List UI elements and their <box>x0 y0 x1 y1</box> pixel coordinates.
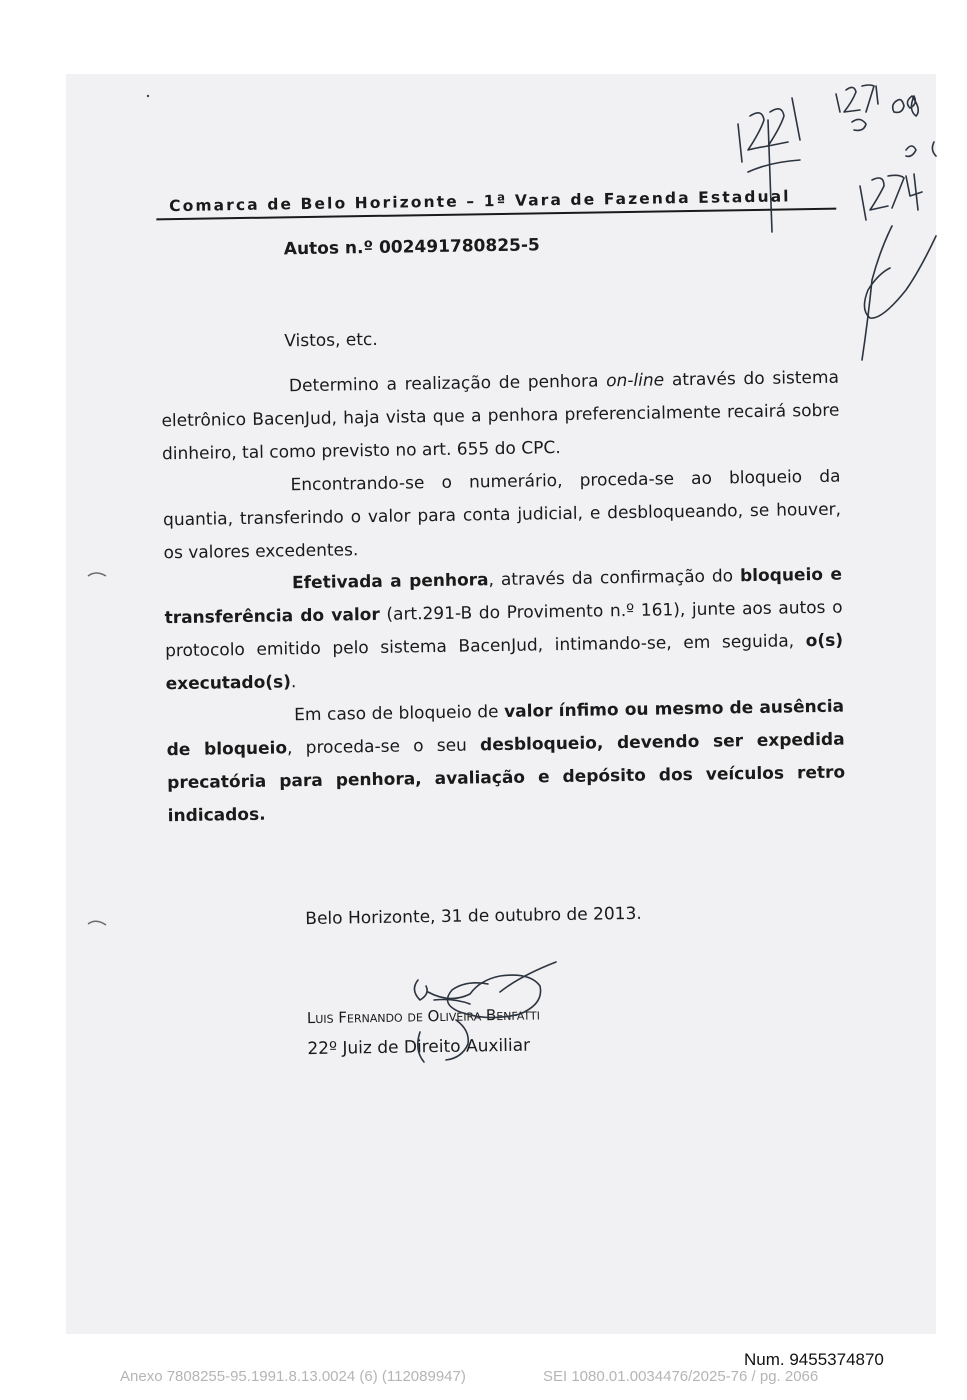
punch-hole-marks <box>66 74 936 1334</box>
paragraph-1: Determino a realização de penhora on-line através do sistema eletrônico BacenJud, haja vista que a penhora preferencialmente recairá sobre dinheiro, tal como previsto no art. 655 do CPC. <box>161 367 840 465</box>
paragraph-4: Em caso de bloqueio de valor ínfimo ou mesmo de ausência de bloqueio, proceda-se o seu desbloqueio, devendo ser expedida precatória para penhora, avaliação e depósito dos veículos retro indicados. <box>166 696 846 827</box>
annex-reference: Anexo 7808255-95.1991.8.13.0024 (6) (112089947) <box>120 1368 466 1385</box>
paragraph-2: Encontrando-se o numerário, proceda-se ao bloqueio da quantia, transferindo o valor para conta judicial, e desbloqueando, se houver, os valores excedentes. <box>162 466 842 564</box>
opening-line: Vistos, etc. <box>284 329 378 352</box>
document-number: Num. 9455374870 <box>744 1350 884 1369</box>
sei-reference: SEI 1080.01.0034476/2025-76 / pg. 2066 <box>543 1368 819 1385</box>
date-line: Belo Horizonte, 31 de outubro de 2013. <box>305 903 642 930</box>
judge-name: Luis Fernando de Oliveira Benfatti <box>306 1005 541 1028</box>
case-number: Autos n.º 002491780825-5 <box>283 235 540 260</box>
scanned-page <box>66 74 936 1334</box>
paragraph-3: Efetivada a penhora, através da confirmação do bloqueio e transferência do valor (art.291-B do Provimento n.º 161), junte aos autos o protocolo emitido pelo sistema BacenJud, intimando-se, em seguida, o(s) executado(s). <box>164 564 844 695</box>
judge-title: 22º Juiz de Direito Auxiliar <box>307 1035 531 1060</box>
court-header: Comarca de Belo Horizonte – 1ª Vara de Fazenda Estadual <box>168 187 791 216</box>
